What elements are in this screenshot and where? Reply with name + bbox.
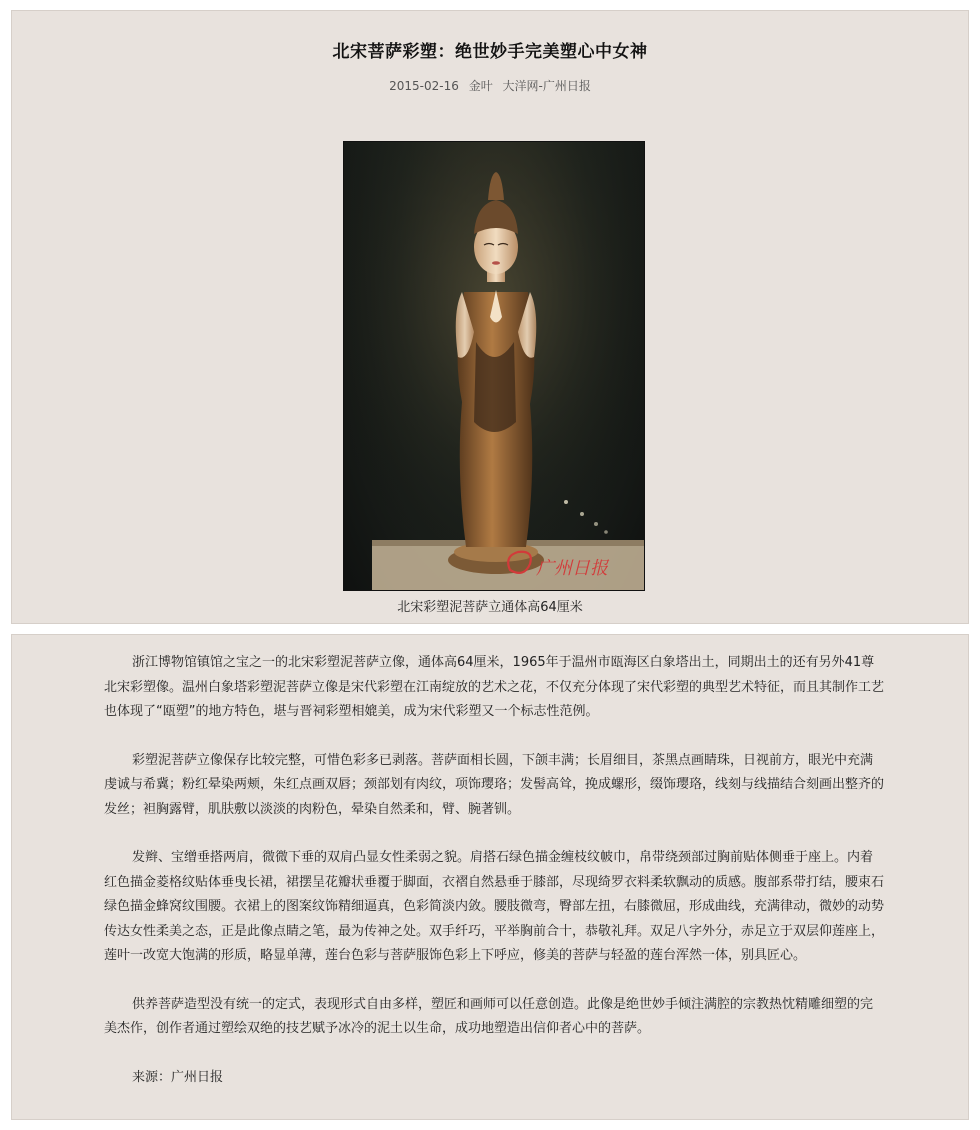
- image-caption: 北宋彩塑泥菩萨立通体高64厘米: [397, 600, 583, 615]
- article-title: 北宋菩萨彩塑：绝世妙手完美塑心中女神: [332, 42, 648, 62]
- article-source: 来源：广州日报: [132, 1069, 224, 1085]
- statue-photo: [343, 141, 645, 591]
- article-header-panel: [11, 10, 969, 624]
- article-body-panel: [11, 634, 969, 1120]
- article-paragraph: 供养菩萨造型没有统一的定式，表现形式自由多样，塑匠和画师可以任意创造。此像是绝世妙手倾注满腔的宗教热忱精雕细塑的完美杰作，创作者通过塑绘双绝的技艺赋予冰冷的泥土以生命，成功地塑造出信仰者心中的菩萨。: [104, 996, 874, 1036]
- article-date: 2015-02-16: [389, 79, 459, 93]
- article-paragraph: 彩塑泥菩萨立像保存比较完整，可惜色彩多已剥落。菩萨面相长圆，下颌丰满；长眉细目，茶黑点画睛珠，日视前方，眼光中充满虔诚与希冀；粉红晕染两颊，朱红点画双唇；颈部划有肉纹，项饰璎珞；发髻高耸，挽成螺形，缀饰璎珞，线刻与线描结合刻画出整齐的发丝；袒胸露臂，肌肤敷以淡淡的肉粉色，晕染自然柔和，臂、腕著钏。: [104, 752, 885, 817]
- article-author: 金叶: [468, 79, 493, 93]
- bodhisattva-statue-image: [344, 142, 644, 590]
- article-paragraph: 浙江博物馆镇馆之宝之一的北宋彩塑泥菩萨立像，通体高64厘米，1965年于温州市瓯海区白象塔出土，同期出土的还有另外41尊北宋彩塑像。温州白象塔彩塑泥菩萨立像是宋代彩塑在江南绽放的艺术之花，不仅充分体现了宋代彩塑的典型艺术特征，而且其制作工艺也体现了“瓯塑”的地方特色，堪与晋祠彩塑相媲美，成为宋代彩塑又一个标志性范例。: [104, 655, 885, 719]
- svg-text:广州日报: 广州日报: [536, 558, 608, 579]
- article-paragraph: 发辫、宝缯垂搭两肩，微微下垂的双肩凸显女性柔弱之貌。肩搭石绿色描金缠枝纹帔巾，帛带绕颈部过胸前贴体侧垂于座上。内着红色描金菱格纹贴体垂曳长裙，裙摆呈花瓣状垂覆于脚面，衣褶自然悬垂于膝部，尽现绮罗衣料柔软飘动的质感。腹部系带打结，腰束石绿色描金蜂窝纹围腰。衣裙上的图案纹饰精细逼真，色彩简淡内敛。腰肢微弯，臀部左扭，右膝微屈，形成曲线，充满律动，微妙的动势传达女性柔美之态，正是此像点睛之笔，最为传神之处。双手纤巧，平举胸前合十，恭敬礼拜。双足八字外分，赤足立于双层仰莲座上，莲叶一改宽大饱满的形质，略显单薄，莲台色彩与菩萨服饰色彩上下呼应，修美的菩萨与轻盈的莲台浑然一体，别具匠心。: [104, 850, 885, 963]
- article-content: [104, 651, 884, 1090]
- article-source-site: 大洋网-广州日报: [502, 79, 591, 93]
- article-meta: [12, 77, 968, 94]
